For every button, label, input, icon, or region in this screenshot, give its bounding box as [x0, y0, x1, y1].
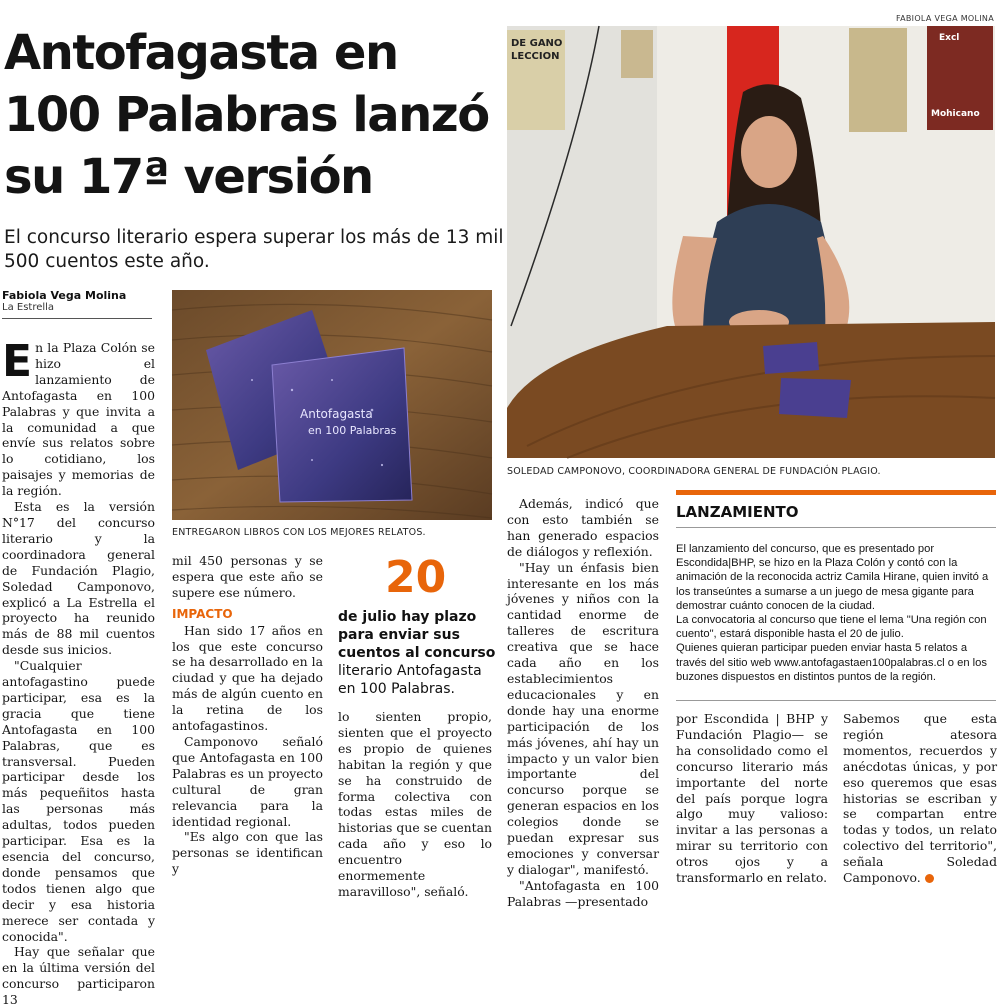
paragraph: lo sienten propio, sienten que el proyecto es propio de quienes habitan la región y que se ha construido de forma colectiva con todas estas miles de historias que se cuentan cada año y eso lo encuentro enormemente maravilloso", señaló. — [338, 709, 492, 899]
paragraph: Camponovo señaló que Antofagasta en 100 Palabras es un proyecto cultural de gran relevancia para la identidad regional. — [172, 733, 323, 829]
poster-text: LECCION — [511, 51, 560, 62]
article-column-1 — [2, 336, 155, 1008]
poster-text: Excl — [939, 33, 960, 43]
article-column-2 — [172, 553, 323, 877]
paragraph: "Es algo con que las personas se identifican y — [172, 829, 323, 877]
sidebar-body — [676, 542, 996, 684]
photo-credit: FABIOLA VEGA MOLINA — [895, 14, 994, 23]
section-subheading: IMPACTO — [172, 606, 233, 621]
subheadline: El concurso literario espera superar los más de 13 mil 500 cuentos este año. — [4, 227, 504, 272]
books-photo — [172, 290, 492, 520]
sidebar-title: LANZAMIENTO — [676, 503, 799, 521]
paragraph: Hay que señalar que en la última versión del concurso participaron 13 — [2, 944, 155, 1008]
byline-publication: La Estrella — [2, 302, 55, 313]
article-column-4 — [507, 496, 659, 910]
paragraph: La convocatoria al concurso que tiene el lema "Una región con cuento", estará disponible hasta el 20 de julio. — [676, 614, 987, 641]
poster-text: Mohicano — [931, 109, 980, 119]
sidebar-accent-bar — [676, 490, 996, 495]
paragraph: Además, indicó que con esto también se han generado espacios de diálogos y reflexión. — [507, 496, 659, 559]
highlight-number: 20 — [385, 552, 447, 603]
books-photo-caption: ENTREGARON LIBROS CON LOS MEJORES RELATOS. — [172, 527, 426, 538]
byline-divider — [2, 318, 152, 319]
paragraph: "Hay un énfasis bien interesante en los más jóvenes y niños con la cantidad enorme de talleres de escritura creativa que se hace cada año en los establecimientos educacionales y en donde hay una enorme participación de los más jóvenes, ahí hay un impacto y un valor bien importante del concurso porque se generan espacios en los colegios donde se puedan expresar sus emociones y conversar y dialogar", manifestó. — [507, 559, 659, 877]
paragraph: Quienes quieran participar pueden enviar hasta 5 relatos a través del sitio web www.antofagastaen100palabras.cl o en los buzones dispuestos en distintos puntos de la región. — [676, 642, 987, 683]
article-column-5 — [676, 711, 828, 886]
sidebar-divider — [676, 527, 996, 528]
paragraph: mil 450 personas y se espera que este año se supere ese número. — [172, 553, 323, 600]
paragraph: Sabemos que esta región atesora momentos, recuerdos y anécdotas únicas, y por eso queremos que esas historias se escriban y se compartan entre todas y todos, un relato colectivo del territorio", señala Soledad Camponovo. — [843, 711, 997, 886]
poster-text: DE GANO — [511, 38, 563, 49]
byline-author: Fabiola Vega Molina — [2, 289, 127, 302]
paragraph: por Escondida | BHP y Fundación Plagio— se ha consolidado como el concurso literario más importante del norte del país porque logra algo muy valioso: invitar a las personas a mirar su territorio con otros ojos y a transformarlo en relato. — [676, 711, 828, 886]
book-title-line2: en 100 Palabras — [308, 424, 397, 437]
article-column-6 — [843, 711, 997, 886]
headline: Antofagasta en 100 Palabras lanzó su 17ª versión — [4, 25, 489, 205]
sidebar-divider-bottom — [676, 700, 996, 701]
drop-cap: E — [2, 336, 33, 387]
portrait-photo-caption: SOLEDAD CAMPONOVO, COORDINADORA GENERAL DE FUNDACIÓN PLAGIO. — [507, 466, 881, 477]
paragraph: Han sido 17 años en los que este concurso se ha desarrollado en la ciudad y que ha dejado más de algún cuento en la retina de los antofagastinos. — [172, 622, 323, 734]
paragraph: El lanzamiento del concurso, que es presentado por Escondida|BHP, se hizo en la Plaza Colón y contó con la animación de la reconocida actriz Camila Hirane, quien invitó a los transeúntes a sumarse a un juego de mesa gigante para demostrar cuánto conocen de la ciudad. — [676, 543, 989, 612]
highlight-rest: literario Antofagasta en 100 Palabras. — [338, 663, 482, 697]
paragraph: n la Plaza Colón se hizo el lanzamiento de Antofagasta en 100 Palabras y que invita a la comunidad a que envíe sus relatos sobre lo cotidiano, los paisajes y memorias de la región. — [2, 340, 155, 499]
article-column-3 — [338, 709, 492, 900]
book-title-line1: Antofagasta — [300, 407, 373, 421]
end-mark-icon — [925, 874, 934, 883]
portrait-photo — [507, 26, 995, 458]
paragraph: "Antofagasta en 100 Palabras —presentado — [507, 877, 659, 909]
highlight-text — [338, 608, 498, 698]
highlight-bold: de julio hay plazo para enviar sus cuentos al concurso — [338, 609, 496, 661]
paragraph: "Cualquier antofagastino puede participar, esa es la gracia que tiene Antofagasta en 100 Palabras, que es transversal. Pueden participar desde los más pequeñitos hasta las personas más adultas, todos pueden participar. Esa es la esencia del concurso, donde pensamos que todos tienen algo que decir y esa historia merece ser contada y conocida". — [2, 658, 155, 944]
paragraph: Esta es la versión N°17 del concurso literario y la coordinadora general de Fundación Plagio, Soledad Camponovo, explicó a La Estrella el proyecto ha reunido más de 88 mil cuentos desde sus inicios. — [2, 499, 155, 658]
